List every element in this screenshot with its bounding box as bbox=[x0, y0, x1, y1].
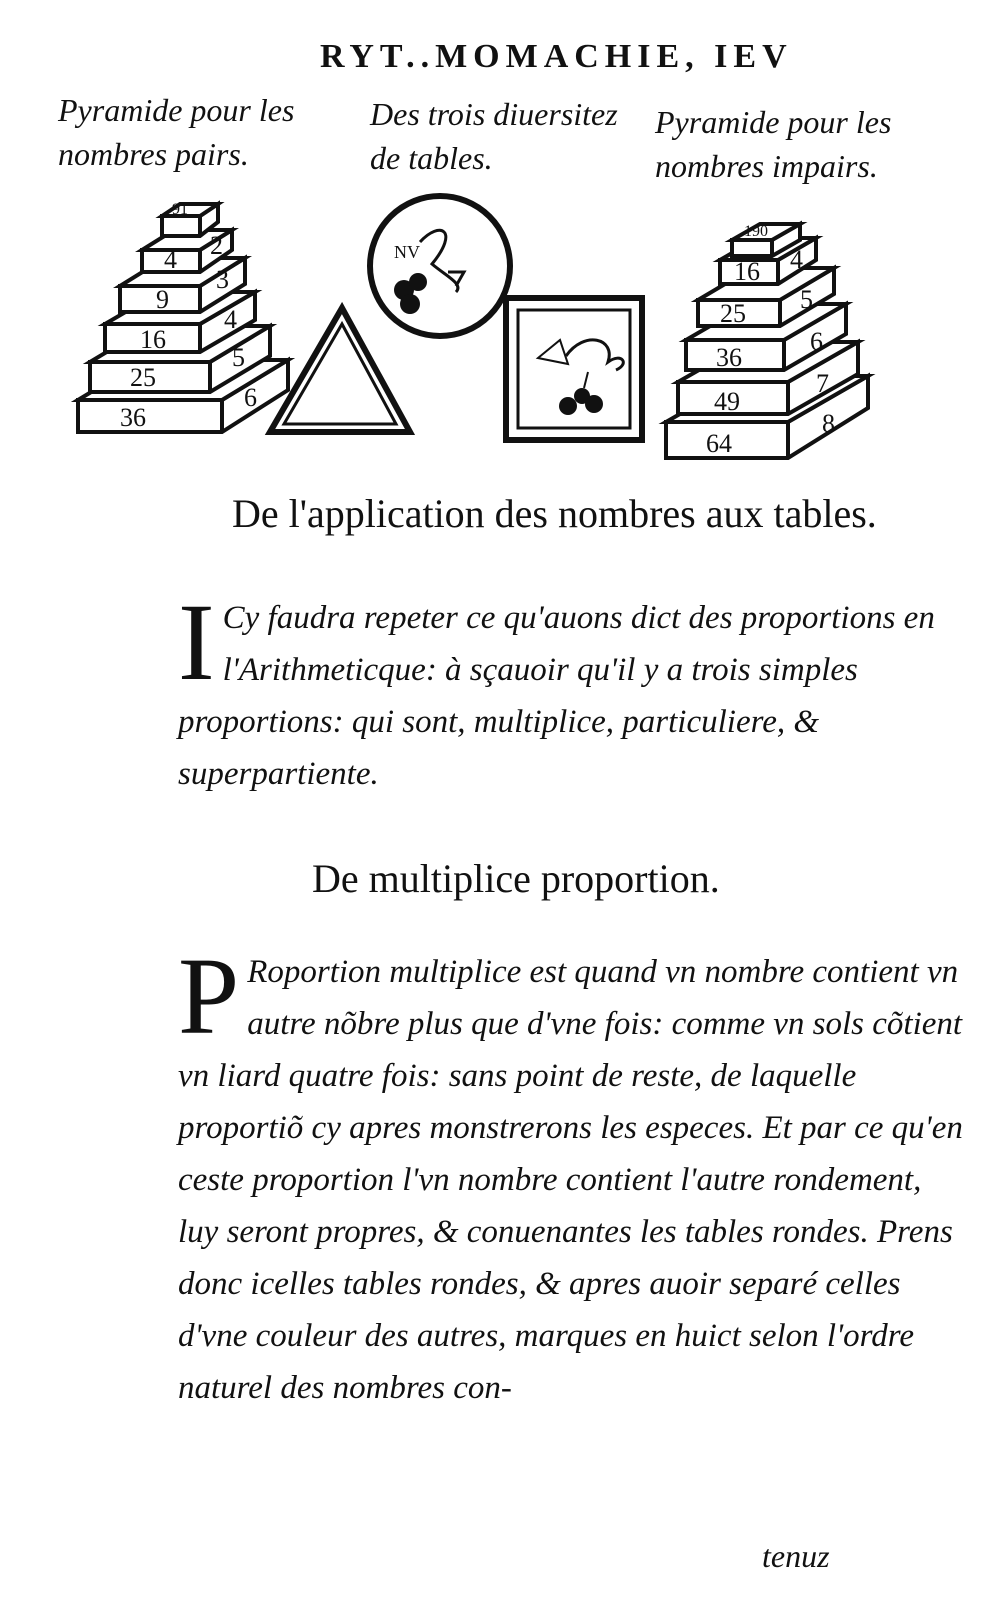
triangular-table bbox=[270, 308, 410, 432]
paragraph-text: Cy faudra repeter ce qu'auons dict des proportions en l'Arithmeticque: à sçauoir qu'il y a trois simples proportions: qui sont, multiplice, particuliere, & superpartiente. bbox=[178, 600, 935, 792]
even-front-label: 16 bbox=[140, 325, 166, 354]
paragraph-text: Roportion multiplice est quand vn nombre contient vn autre nõbre plus que d'vne fois: comme vn sols cõtient vn liard quatre fois: sans point de reste, de laquelle proportiõ cy apres monstrerons les especes. Et par ce qu'en ceste proportion l'vn nombre contient l'autre rondement, luy seront propres, & conuenantes les tables rondes. Prens donc icelles tables rondes, & apres auoir separé celles d'vne couleur des autres, marques en huict selon l'ordre naturel des nombres con- bbox=[178, 954, 963, 1406]
even-side-label: 91 bbox=[172, 201, 188, 218]
drop-capital: I bbox=[178, 581, 215, 703]
caption-even-pyramid: Pyramide pour les nombres pairs. bbox=[58, 92, 295, 172]
drop-capital: P bbox=[178, 935, 240, 1057]
round-table bbox=[370, 196, 510, 336]
square-table bbox=[506, 298, 642, 440]
odd-side-label: 190 bbox=[744, 223, 768, 240]
caption-odd-pyramid: Pyramide pour les nombres impairs. bbox=[655, 104, 892, 184]
catchword: tenuz bbox=[762, 1538, 830, 1574]
odd-front-label: 49 bbox=[714, 387, 740, 416]
round-table-mark: NV bbox=[394, 242, 420, 262]
even-side-label: 3 bbox=[216, 265, 229, 294]
tables-illustration bbox=[60, 180, 940, 500]
even-front-label: 36 bbox=[120, 403, 146, 432]
odd-side-label: 4 bbox=[790, 245, 803, 274]
odd-side-label: 5 bbox=[800, 285, 813, 314]
even-side-label: 4 bbox=[224, 305, 237, 334]
odd-front-label: 64 bbox=[706, 429, 732, 458]
even-side-label: 5 bbox=[232, 343, 245, 372]
odd-side-label: 6 bbox=[810, 327, 823, 356]
paragraph-multiplice bbox=[178, 935, 968, 1414]
odd-front-label: 36 bbox=[716, 343, 742, 372]
odd-front-label: 25 bbox=[720, 299, 746, 328]
odd-side-label: 7 bbox=[816, 369, 829, 398]
section-heading-application: De l'application des nombres aux tables. bbox=[232, 491, 877, 536]
even-front-label: 4 bbox=[164, 245, 177, 274]
even-front-label: 9 bbox=[156, 285, 169, 314]
even-side-label: 6 bbox=[244, 383, 257, 412]
section-heading-multiplice: De multiplice proportion. bbox=[312, 856, 720, 901]
even-side-label: 2 bbox=[210, 231, 223, 260]
even-front-label: 25 bbox=[130, 363, 156, 392]
odd-front-label: 16 bbox=[734, 257, 760, 286]
paragraph-proportions bbox=[178, 581, 968, 800]
odd-pyramid bbox=[666, 224, 868, 458]
odd-side-label: 8 bbox=[822, 409, 835, 438]
caption-three-tables: Des trois diuersitez de tables. bbox=[370, 96, 618, 176]
running-head: RYT..MOMACHIE, IEV bbox=[320, 38, 793, 75]
